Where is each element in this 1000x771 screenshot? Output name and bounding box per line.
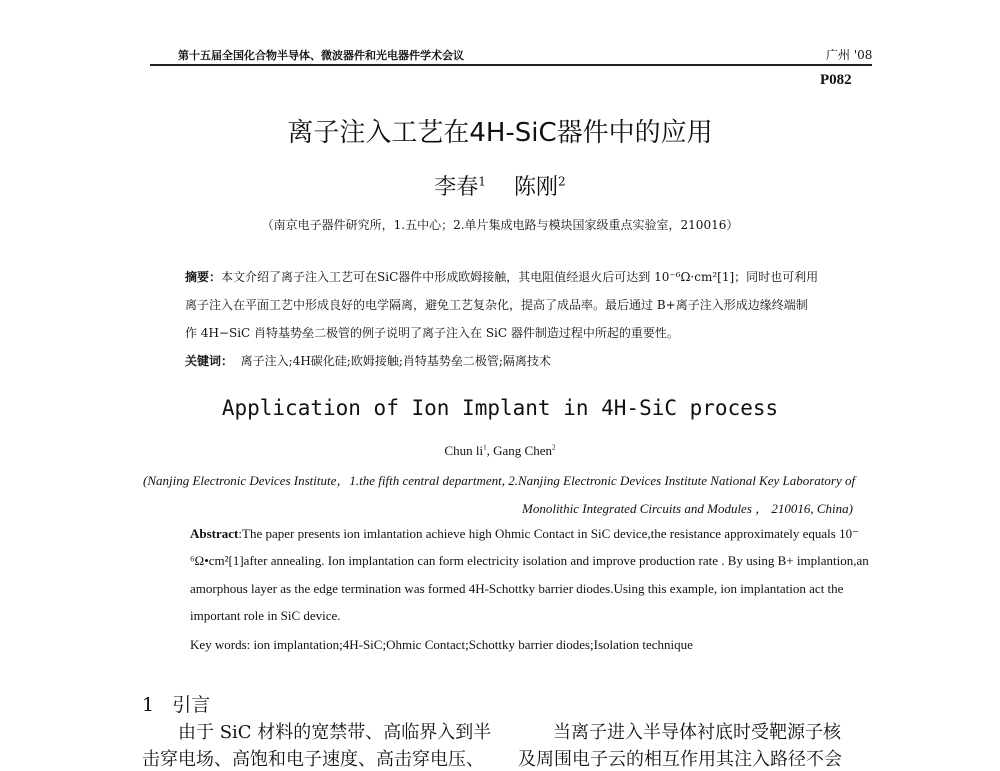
- abstract-cn-line: 摘要：本文介绍了离子注入工艺可在SiC器件中形成欧姆接触，其电阻值经退火后可达到 10⁻⁶Ω·cm²[1]；同时也可利用: [185, 270, 819, 284]
- author-name: 陈刚: [513, 175, 558, 200]
- abstract-cn-line: 离子注入在平面工艺中形成良好的电学隔离，避免工艺复杂化，提高了成品率。最后通过 B+离子注入形成边缘终端制: [185, 298, 808, 312]
- header-rule: [150, 64, 872, 66]
- abstract-en-line: Abstract:The paper presents ion imlantation achieve high Ohmic Contact in SiC device,the resistance approximately equals 10⁻: [190, 526, 859, 541]
- authors-en: Chun $li^1$, Gang Chen$^2$: [444, 443, 556, 458]
- section-heading: 1 引言: [142, 694, 211, 716]
- paper-title-en: Application of Ion Implant in 4H-SiC process: [221, 396, 779, 420]
- abstract-cn-line: 作 4H−SiC 肖特基势垒二极管的例子说明了离子注入在 SiC 器件制造过程中所起的重要性。: [185, 326, 679, 340]
- paper-title: 离子注入工艺在4H-SiC器件中的应用: [287, 118, 713, 148]
- body-left-line: 击穿电场、高饱和电子速度、高击穿电压、: [142, 749, 484, 770]
- keywords-cn: 关键词： 离子注入;4H碳化硅;欧姆接触;肖特基势垒二极管;隔离技术: [185, 354, 551, 368]
- page-code: P082: [820, 72, 852, 88]
- affiliation-en-line: Monolithic Integrated Circuits and Modules ， 210016, China): [522, 501, 853, 516]
- abstract-en-line: amorphous layer as the edge termination was formed 4H-Schottky barrier diodes.Using this example, ion implantation act the: [190, 581, 844, 596]
- keywords-en: Key words: ion implantation;4H-SiC;Ohmic Contact;Schottky barrier diodes;Isolation technique: [190, 637, 693, 652]
- author-name: 李春: [434, 175, 479, 200]
- authors: 李春$^1$ 陈刚$^2$: [434, 174, 566, 200]
- affiliation-en-line: (Nanjing Electronic Devices Institute，1.the fifth central department, 2.Nanjing Electronic Devices Institute National Key Laboratory of: [143, 473, 856, 488]
- abstract-en-line: ⁶Ω•cm²[1]after annealing. Ion implantation can form electricity isolation and improve production rate . By using B+ implantion,an: [190, 553, 869, 568]
- header-location: 广州 '08: [826, 48, 873, 62]
- body-left-line: 由于 SiC 材料的宽禁带、高临界入到半: [178, 722, 492, 743]
- conference-header: 第十五届全国化合物半导体、微波器件和光电器件学术会议: [178, 49, 464, 62]
- affiliation: （南京电子器件研究所，1.五中心；2.单片集成电路与模块国家级重点实验室，210016）: [261, 218, 739, 232]
- body-right-line: 当离子进入半导体衬底时受靶源子核: [553, 722, 841, 743]
- abstract-en-line: important role in SiC device.: [190, 608, 341, 623]
- body-right-line: 及周围电子云的相互作用其注入路径不会: [518, 749, 842, 770]
